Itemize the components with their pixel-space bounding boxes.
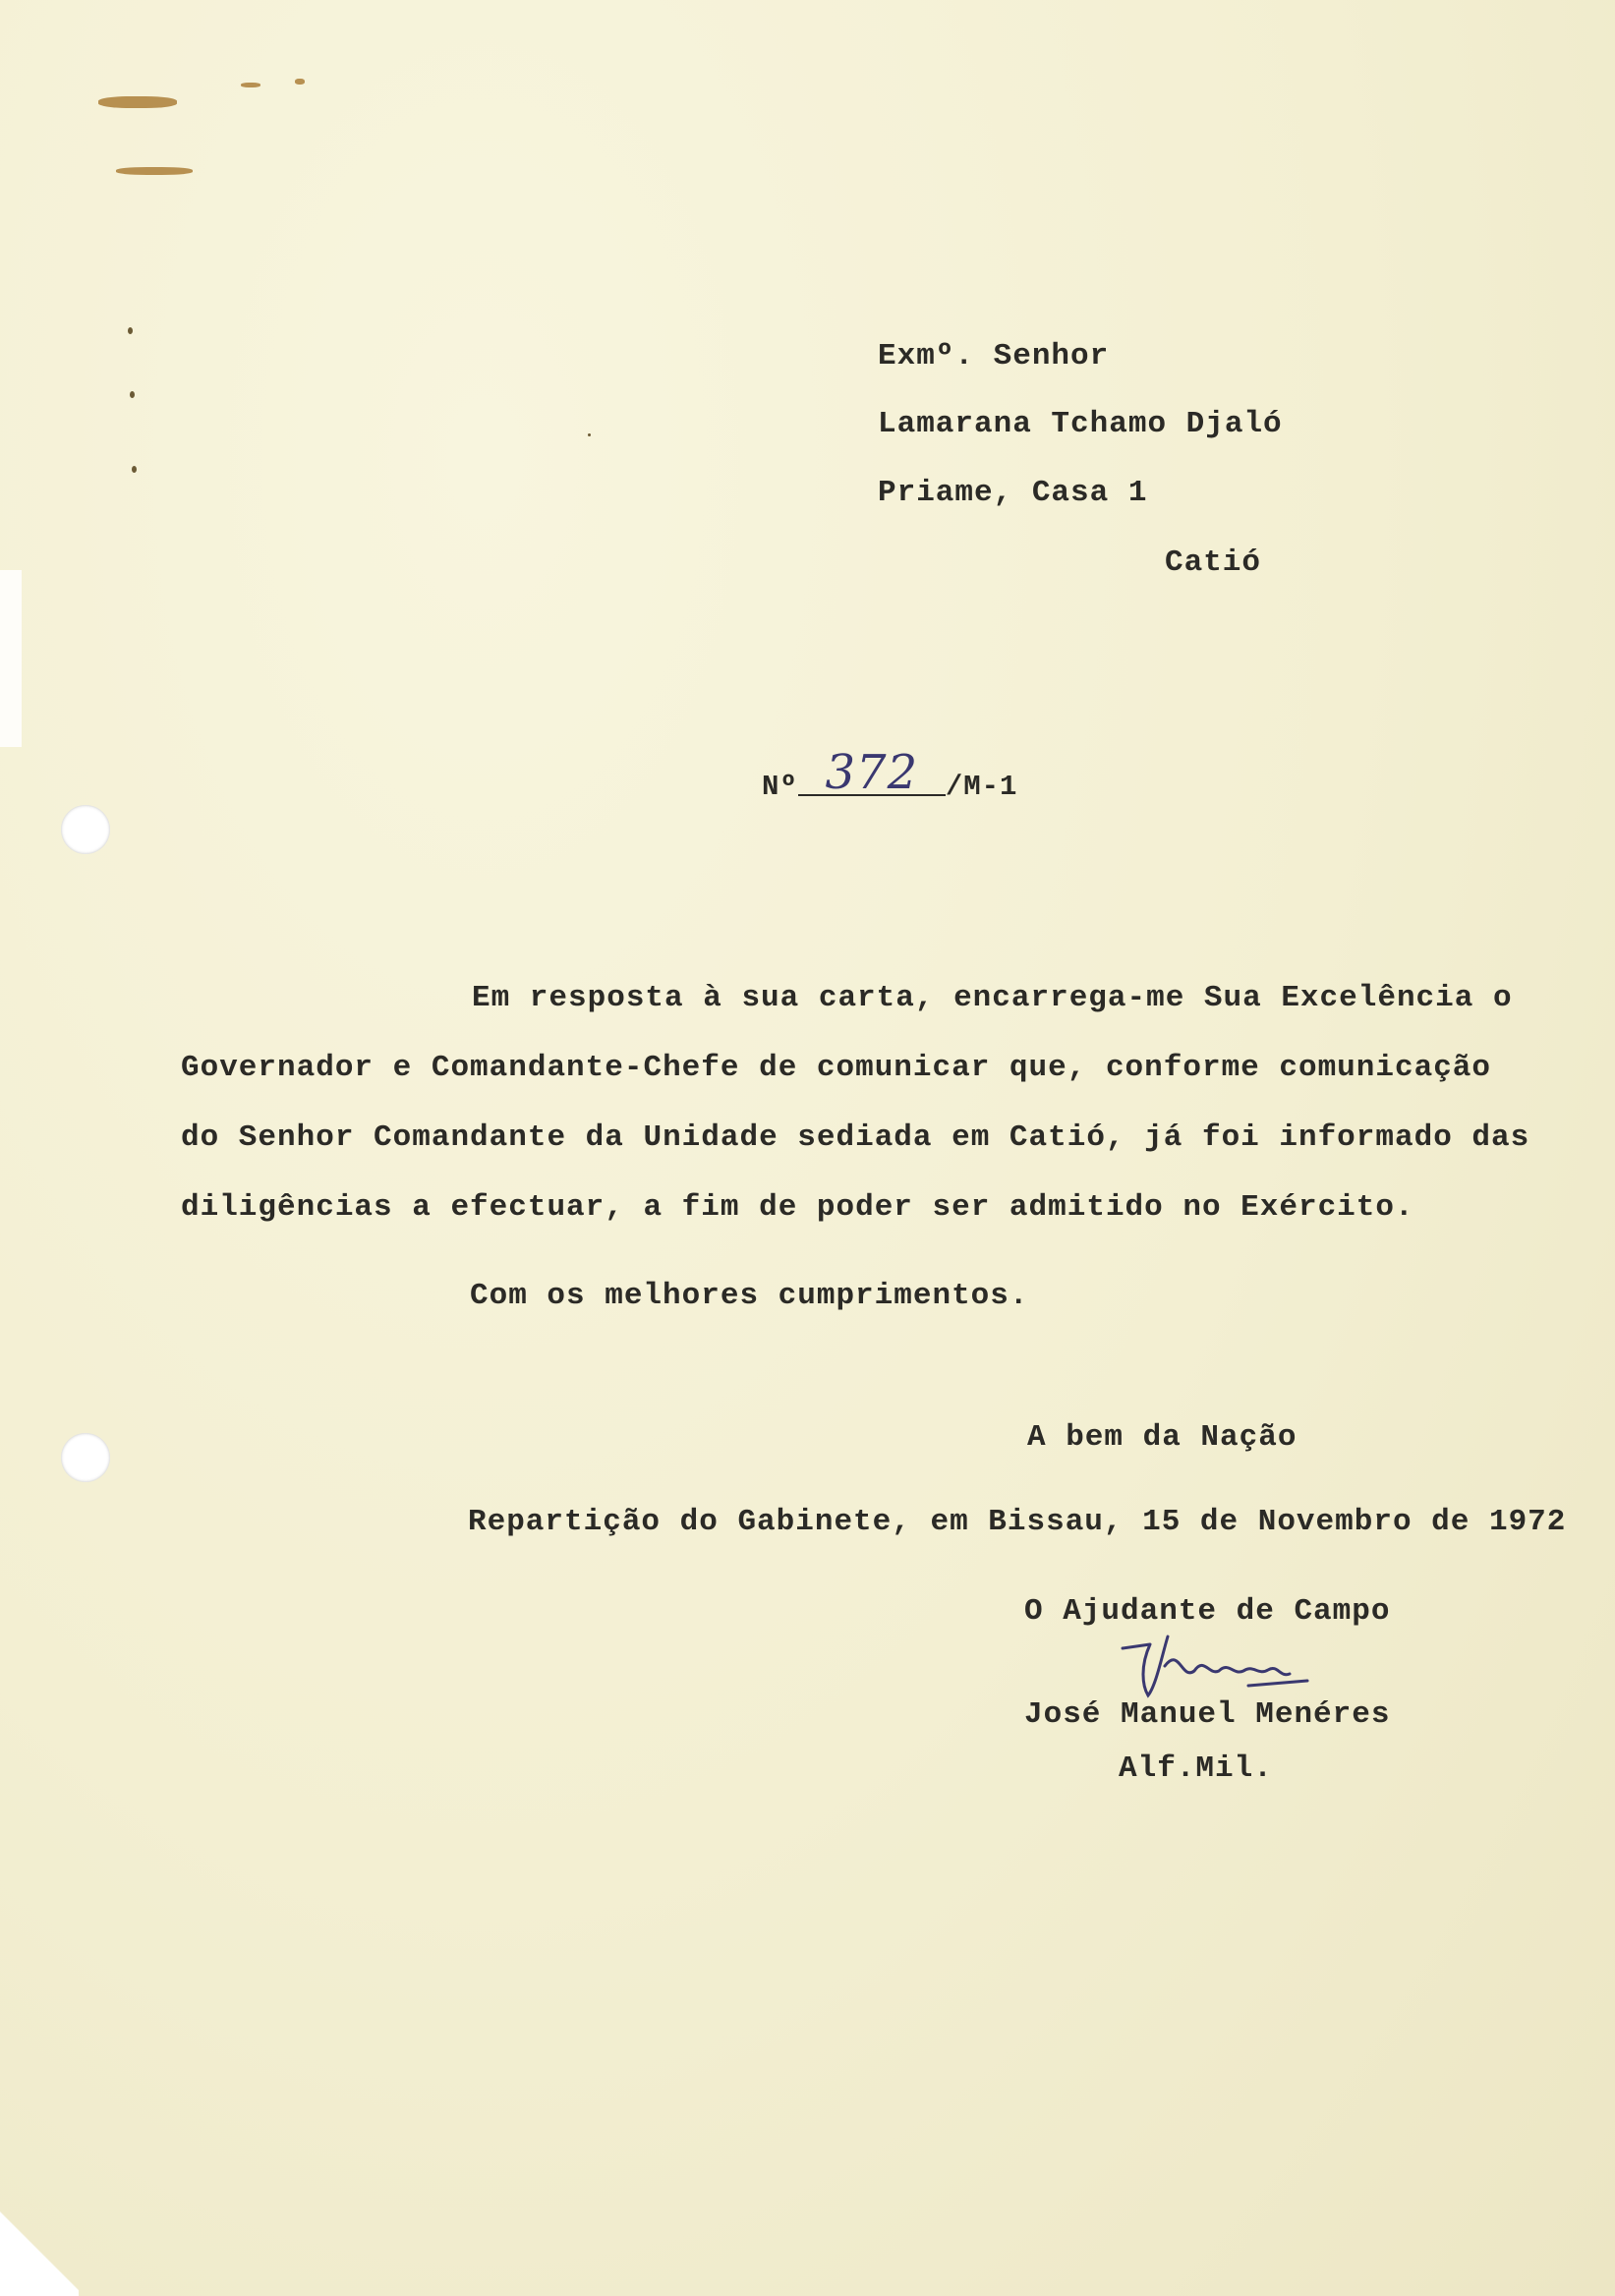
rust-stain	[98, 96, 177, 108]
place-date: Repartição do Gabinete, em Bissau, 15 de Novembro de 1972	[468, 1505, 1567, 1539]
reference-suffix: /M-1	[945, 771, 1018, 803]
body-line-4: diligências a efectuar, a fim de poder ser admitido no Exército.	[181, 1190, 1414, 1225]
signature-stroke	[1123, 1636, 1307, 1695]
signer-name: José Manuel Menéres	[1024, 1697, 1391, 1732]
reference-handwritten-number: 372	[798, 751, 946, 796]
address-salutation: Exmº. Senhor	[878, 339, 1110, 373]
signer-rank: Alf.Mil.	[1119, 1751, 1273, 1786]
body-line-1: Em resposta à sua carta, encarrega-me Sua Excelência o	[472, 981, 1513, 1015]
signer-role: O Ajudante de Campo	[1024, 1594, 1391, 1629]
folded-corner	[0, 2208, 79, 2296]
rust-stain	[295, 79, 305, 85]
punch-hole-top	[61, 805, 110, 854]
rust-stain	[116, 167, 193, 175]
greeting-line: Com os melhores cumprimentos.	[470, 1279, 1029, 1313]
speck	[130, 391, 135, 398]
rust-stain	[241, 83, 260, 87]
reference-number	[762, 745, 1018, 803]
punch-hole-bottom	[61, 1433, 110, 1482]
speck	[132, 466, 137, 473]
address-town: Catió	[1165, 545, 1262, 580]
body-line-2: Governador e Comandante-Chefe de comunicar que, conforme comunicação	[181, 1051, 1492, 1085]
speck	[588, 433, 591, 436]
speck	[128, 327, 133, 334]
address-street: Priame, Casa 1	[878, 476, 1148, 510]
address-name: Lamarana Tchamo Djaló	[878, 407, 1283, 441]
reference-prefix: Nº	[762, 771, 798, 803]
torn-edge	[0, 570, 22, 747]
motto: A bem da Nação	[1027, 1420, 1298, 1455]
body-line-3: do Senhor Comandante da Unidade sediada em Catió, já foi informado das	[181, 1120, 1530, 1155]
